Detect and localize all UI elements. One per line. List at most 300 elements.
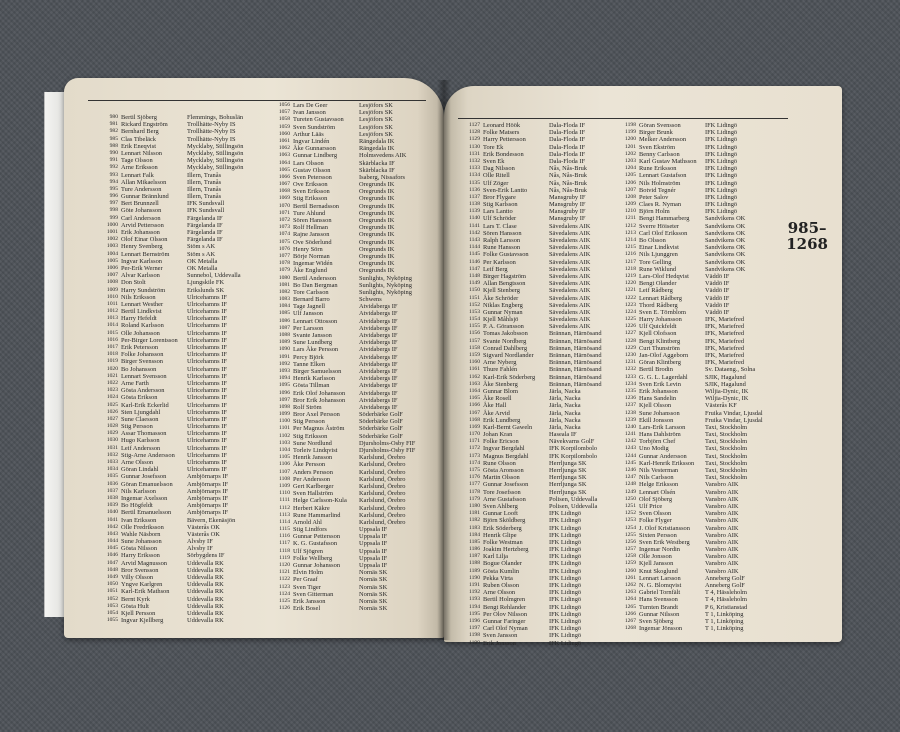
list-item — [622, 417, 763, 424]
list-item — [466, 532, 602, 539]
entry-number: 985 — [109, 135, 118, 142]
participant-name: Folke Flyger — [639, 517, 672, 525]
club-name: IFK, Mariefred — [705, 330, 745, 338]
entry-number: 1132 — [469, 157, 480, 164]
list-item — [104, 279, 243, 286]
participant-name: Karl Gustav Mathsson — [639, 157, 697, 165]
club-name: Atvidabergs IF — [359, 310, 398, 318]
entry-number: 1069 — [278, 195, 290, 202]
club-name: IFK Lidingö — [705, 165, 738, 173]
club-name: Uddevalla RK — [187, 595, 224, 603]
participant-name: Karl Lilja — [483, 553, 509, 561]
participant-name: Arne Eriksson — [121, 164, 158, 172]
participant-name: Bengt Rehlander — [483, 603, 527, 611]
list-item — [104, 207, 243, 214]
participant-name: Arne Olsson — [483, 589, 516, 597]
list-item — [104, 344, 243, 351]
club-name: Vansbro AIK — [705, 546, 739, 554]
entry-number: 1224 — [624, 308, 636, 315]
participant-name: Bertil Emanuelsson — [121, 509, 172, 517]
club-name: Färgelanda IF — [187, 229, 223, 236]
list-item — [276, 390, 415, 397]
list-item — [622, 165, 763, 172]
club-name: IFK Lidingö — [705, 157, 738, 165]
entry-number: 1110 — [279, 490, 290, 497]
club-name: Uddevalla RK — [187, 559, 224, 567]
list-item — [104, 265, 243, 272]
list-item — [622, 316, 763, 323]
club-name: Taxi, Stockholm — [705, 474, 748, 482]
entry-number: 1161 — [469, 366, 480, 373]
list-item — [276, 354, 415, 361]
participant-name: Bertil Brodin — [639, 366, 673, 374]
participant-name: G. G. L. Lagerdahl — [639, 373, 688, 381]
club-name: Oregrunds IK — [359, 195, 395, 203]
list-item — [276, 160, 415, 167]
participant-name: Rune Wiklund — [639, 265, 677, 273]
list-item — [466, 381, 602, 388]
club-name: Söderbärke GolF — [359, 418, 403, 426]
entry-number: 1174 — [469, 459, 480, 466]
participant-name: Lennart Nilsson — [121, 149, 162, 157]
participant-name: Folke Gustavsson — [483, 251, 529, 259]
entry-number: 1212 — [624, 222, 636, 229]
participant-name: Lars Olsson — [293, 159, 324, 167]
participant-name: Gert Karlberger — [293, 482, 334, 490]
entry-number: 1054 — [106, 609, 118, 616]
club-name: Uppsala IF — [359, 562, 388, 569]
participant-name: Olle Ritell — [483, 172, 510, 180]
participant-name: Erik Johansson — [639, 387, 678, 395]
participant-name: Rune Hammarlind — [293, 511, 341, 519]
participant-name: Gunnar Faringer — [483, 617, 526, 625]
club-name: IFK Lidingö — [705, 201, 738, 209]
participant-name: Erik Bondesson — [483, 150, 524, 158]
list-item — [466, 295, 602, 302]
club-name: Taxi, Stockholm — [705, 467, 748, 474]
list-item — [622, 251, 763, 258]
club-name: Anneberg GolF — [705, 574, 745, 582]
list-item — [104, 258, 243, 265]
club-name: Färgelanda IF — [187, 214, 223, 222]
club-name: IFK Lidingö — [705, 129, 738, 137]
participant-name: Uno Modig — [639, 445, 669, 453]
list-item — [466, 230, 602, 237]
participant-name: Ulf Zöger — [483, 179, 509, 187]
club-name: Ulricehamns IF — [187, 351, 227, 359]
entry-number: 1096 — [278, 389, 290, 396]
entry-number: 1117 — [279, 540, 290, 547]
participant-name: Rune Olsson — [483, 459, 516, 467]
entry-number: 1036 — [106, 480, 118, 487]
entry-number: 1175 — [469, 467, 480, 473]
entry-number: 1076 — [278, 245, 290, 252]
list-item — [276, 598, 415, 605]
list-item — [104, 186, 243, 193]
list-item — [104, 552, 243, 559]
entry-number: 1187 — [469, 553, 480, 560]
participant-name: Per Olov Nilsson — [483, 610, 528, 618]
participant-name: Folke Ericson — [483, 438, 519, 446]
entry-number: 1209 — [624, 201, 636, 208]
entry-number: 1087 — [278, 324, 290, 331]
entry-number: 1022 — [106, 379, 118, 386]
club-name: Ambjörnarps IF — [187, 480, 229, 488]
club-name: IFK Lidingö — [549, 632, 582, 640]
participant-name: Arne Nyberg — [483, 359, 517, 367]
list-item — [466, 589, 602, 596]
list-item — [104, 517, 243, 524]
club-name: Karlslund, Örebro — [359, 475, 406, 483]
participant-name: Leif Berg — [483, 265, 508, 273]
list-item — [276, 526, 415, 533]
entry-number: 1021 — [106, 372, 118, 379]
entry-number: 1108 — [279, 475, 290, 482]
entry-number: 980 — [109, 114, 118, 120]
entry-number: 1266 — [624, 610, 636, 617]
club-name: Uddevalla RK — [187, 602, 224, 610]
entry-number: 1172 — [469, 445, 480, 452]
list-item — [622, 625, 763, 632]
club-name: Ulricehamns IF — [187, 423, 227, 431]
list-item — [466, 575, 602, 582]
participant-name: Folke Westman — [483, 538, 523, 546]
list-item — [104, 114, 243, 121]
list-item — [466, 582, 602, 589]
club-name: Nås, Nås-Bruk — [549, 165, 587, 173]
list-item — [622, 525, 763, 532]
club-name: Atvidabergs IF — [359, 367, 398, 375]
entry-number: 1188 — [469, 560, 480, 567]
club-name: IFK, Mariefred — [705, 337, 745, 345]
club-name: Trollhätte-Nyby IS — [187, 128, 236, 136]
participant-name: Sven Petersson — [293, 173, 332, 181]
club-name: Ulricehamns IF — [187, 437, 227, 445]
entry-number: 1027 — [106, 415, 118, 422]
participant-name: Ulf Jansson — [293, 310, 323, 318]
participant-name: Bo Olsson — [639, 237, 666, 244]
participant-name: Harry Hefeldt — [121, 315, 157, 323]
participant-name: Sven Erik Levin — [639, 380, 681, 388]
entry-number: 1168 — [469, 416, 480, 423]
entry-number: 1059 — [278, 123, 290, 130]
entry-number: 1252 — [624, 510, 636, 517]
entry-number: 1045 — [106, 545, 118, 552]
club-name: IFK Korpilombolo — [549, 445, 598, 453]
club-name: Sandvikens OK — [705, 215, 746, 223]
entry-number: 996 — [109, 193, 118, 200]
club-name: Oregrunds IK — [359, 238, 395, 246]
entry-number: 1237 — [624, 402, 636, 409]
list-item — [276, 584, 415, 591]
list-item — [104, 143, 243, 150]
club-name: Wiljia-Dynic, IK — [705, 387, 749, 395]
list-item — [276, 404, 415, 411]
club-name: IFK Sundsvall — [187, 200, 225, 208]
club-name: Ambjörnarps IF — [187, 487, 229, 495]
participant-name: Sven Olsson — [639, 510, 672, 518]
entry-number: 1126 — [279, 605, 290, 612]
participant-name: Arne Olsson — [121, 459, 154, 466]
participant-name: Nils Eriksson — [121, 293, 156, 301]
club-name: Taxi, Stockholm — [705, 431, 748, 439]
list-item — [466, 129, 602, 136]
club-name: Erikslunds SK — [187, 286, 225, 294]
list-item — [104, 459, 243, 466]
club-name: Oregrunds IK — [359, 202, 395, 210]
entry-number: 1106 — [279, 461, 290, 468]
list-item — [276, 382, 415, 389]
club-name: Sävedalens AIK — [549, 244, 591, 252]
list-item — [104, 179, 243, 186]
entry-number: 1092 — [278, 360, 290, 367]
club-name: Ulricehamns IF — [187, 451, 227, 459]
entry-number: 1120 — [279, 562, 290, 568]
entry-number: 1144 — [469, 244, 480, 251]
list-item — [466, 424, 602, 431]
club-name: P 6, Kristianstad — [705, 603, 748, 611]
entry-number: 1038 — [106, 494, 118, 501]
club-name: IFK Lidingö — [705, 122, 738, 129]
entry-number: 1016 — [106, 336, 118, 343]
list-item — [104, 574, 243, 581]
entry-number: 1167 — [469, 409, 480, 416]
entry-number: 1005 — [106, 257, 118, 264]
club-name: Sävedalens AIK — [549, 287, 591, 295]
entry-number: 1142 — [469, 229, 480, 236]
participant-name: Bo Johansson — [121, 365, 157, 373]
list-item — [622, 431, 763, 438]
list-item — [622, 266, 763, 273]
club-name: Sandvikens OK — [705, 222, 746, 230]
club-name: Järla, Nacka — [549, 423, 581, 431]
list-item — [622, 287, 763, 294]
entry-number: 1017 — [106, 344, 118, 350]
club-name: Västerås KF — [705, 402, 737, 410]
club-name: IFK, Mariefred — [705, 344, 745, 352]
entry-number: 1111 — [279, 497, 290, 504]
participant-name: Tore Carlsson — [293, 288, 329, 296]
participant-name: Arnold Ahl — [293, 518, 322, 526]
entry-number: 1010 — [106, 293, 118, 300]
participant-name: Bogue Olander — [483, 560, 522, 568]
entry-number: 1205 — [624, 172, 636, 179]
club-name: Karlslund, Örebro — [359, 490, 406, 498]
participant-name: Tore Ek — [483, 143, 504, 151]
participant-name: Åke Stenberg — [483, 380, 518, 388]
participant-name: Olle Jonsson — [639, 553, 672, 561]
participant-name: Kjell Stenberg — [483, 287, 520, 295]
club-name: Sörbygdens IF — [187, 552, 225, 560]
entry-number: 1105 — [279, 454, 290, 461]
participant-name: Thure Fahlén — [483, 366, 518, 374]
club-name: Herrljunga SK — [549, 488, 587, 496]
participant-name: Sune Lundberg — [293, 339, 333, 347]
entry-number: 1112 — [279, 504, 290, 511]
participant-name: Herbert Käkre — [293, 504, 330, 512]
entry-number: 1040 — [106, 509, 118, 516]
participant-name: Tanne Elken — [293, 360, 326, 368]
entry-number: 1192 — [469, 589, 480, 596]
list-item — [466, 352, 602, 359]
entry-number: 981 — [109, 121, 118, 128]
club-name: Dala-Floda IF — [549, 136, 586, 144]
list-item — [104, 452, 243, 459]
club-name: Sandvikens OK — [705, 229, 746, 237]
entry-number: 1079 — [278, 267, 290, 274]
entry-number: 1217 — [624, 258, 636, 265]
club-name: Fruika Vindar, Ljusdal — [705, 416, 763, 424]
club-name: Uppsala IF — [359, 526, 388, 534]
list-item — [622, 237, 763, 244]
list-item — [276, 576, 415, 583]
list-item — [466, 330, 602, 337]
participant-name: Åke Rosell — [483, 395, 512, 403]
list-item — [104, 466, 243, 473]
participant-name: Hans Svensson — [639, 596, 678, 604]
club-name: Oregrunds IK — [359, 231, 395, 239]
club-name: Brännan, Härnösand — [549, 330, 602, 338]
list-item — [622, 180, 763, 187]
list-item — [104, 416, 243, 423]
entry-number: 1080 — [278, 274, 290, 281]
participant-name: Karl-Erik Mathson — [121, 588, 170, 596]
participant-name: Olle Johansson — [121, 329, 160, 337]
list-item — [466, 266, 602, 273]
participant-name: Henry Sörn — [293, 245, 323, 253]
entry-number: 1259 — [624, 560, 636, 567]
list-item — [276, 497, 415, 504]
list-item — [104, 366, 243, 373]
entry-number: 1136 — [469, 186, 480, 193]
entry-number: 1176 — [469, 474, 480, 481]
entry-number: 1181 — [469, 510, 480, 517]
club-name: Djursholms-Osby FIF — [359, 447, 416, 454]
participant-name: Sören Hansson — [483, 229, 522, 237]
club-name: IFK Lidingö — [549, 531, 582, 539]
entry-number: 1160 — [469, 359, 480, 366]
list-item — [104, 560, 243, 567]
list-item — [276, 469, 415, 476]
list-item — [466, 632, 602, 639]
participant-name: Erik Lundberg — [483, 416, 521, 424]
participant-name: Clas Tibeläck — [121, 135, 156, 143]
participant-name: Göran Emanuelsson — [121, 480, 173, 488]
entry-number: 1072 — [278, 217, 290, 223]
participant-name: Bror Flygare — [483, 193, 516, 201]
entry-number: 1051 — [106, 588, 118, 595]
entry-number: 1194 — [469, 603, 480, 610]
club-name: Oregrunds IK — [359, 245, 395, 253]
entry-number: 1238 — [624, 409, 636, 416]
participant-name: Göran Klintberg — [639, 359, 681, 367]
club-name: Nås, Nås-Bruk — [549, 172, 587, 180]
list-item — [466, 359, 602, 366]
list-item — [466, 187, 602, 194]
club-name: Västerås OK — [187, 530, 220, 538]
club-name: Nås, Nås-Bruk — [549, 186, 587, 194]
list-item — [622, 618, 763, 625]
club-name: Sävedalens AIK — [549, 280, 591, 288]
list-item — [276, 397, 415, 404]
participant-name: Per Karlsson — [483, 258, 516, 266]
entry-number: 1228 — [624, 337, 636, 344]
entry-number: 1023 — [106, 387, 118, 394]
entry-number: 1093 — [278, 367, 290, 374]
entry-number: 1204 — [624, 165, 636, 172]
participant-name: Lennart Bernström — [121, 250, 170, 258]
club-name: IFK, Mariefred — [705, 323, 745, 331]
participant-name: Lars De Geer — [293, 102, 328, 109]
list-item — [104, 164, 243, 171]
entry-number: 1077 — [278, 252, 290, 259]
list-item — [466, 223, 602, 230]
list-item — [466, 338, 602, 345]
entry-number: 1041 — [106, 516, 118, 523]
list-item — [104, 488, 243, 495]
club-name: Lesjöfors SK — [359, 130, 393, 138]
list-item — [276, 152, 415, 159]
participant-name: Ove Eriksson — [293, 181, 328, 189]
participant-name: Magnus Bergdahl — [483, 452, 529, 460]
participant-name: Sven Tiger — [293, 583, 321, 591]
list-item — [466, 180, 602, 187]
entry-number: 1198 — [469, 632, 480, 639]
participant-name: Sigvard Nordlander — [483, 352, 534, 359]
club-name: T 4, Hässleholm — [705, 589, 747, 597]
club-name: Karlslund, Örebro — [359, 504, 406, 512]
entry-number: 1063 — [278, 152, 290, 159]
participant-name: Gunnar Pettersson — [293, 533, 341, 541]
list-item — [276, 167, 415, 174]
entry-number: 1251 — [624, 502, 636, 509]
participant-name: Tore Josefsson — [483, 488, 521, 496]
entry-number: 1193 — [469, 596, 480, 603]
list-item — [276, 411, 415, 418]
club-name: Söderbärke GolF — [359, 432, 403, 440]
entry-number: 1218 — [624, 265, 636, 272]
participant-name: P. A. Göransson — [483, 323, 524, 331]
entry-number: 1084 — [278, 303, 290, 310]
entry-number: 1067 — [278, 181, 290, 188]
participant-name: Nils Karlsson — [121, 487, 156, 495]
participant-name: Svante Jansson — [293, 332, 332, 339]
list-item — [466, 165, 602, 172]
participant-name: Sune Johansson — [121, 538, 162, 546]
club-name: Oregrunds IK — [359, 188, 395, 196]
entry-number: 1159 — [469, 352, 480, 358]
list-item — [466, 525, 602, 532]
list-item — [276, 447, 415, 454]
club-name: OK Metalla — [187, 257, 218, 265]
participant-name: Åke Arvid — [483, 409, 510, 417]
participant-name: Åke Schröder — [483, 294, 519, 302]
club-name: Oregrunds IK — [359, 209, 395, 217]
participant-name: Carl Olof Nyman — [483, 625, 528, 633]
participant-name: Gösta Erikson — [121, 394, 158, 402]
entry-number: 1062 — [278, 145, 290, 152]
entry-number: 1109 — [279, 482, 290, 489]
participant-name: Bror Axel Persson — [293, 411, 340, 419]
list-item — [466, 496, 602, 503]
participant-name: Sven Ek — [483, 157, 505, 165]
list-item — [466, 366, 602, 373]
list-item — [466, 553, 602, 560]
club-name: Ulricehamns IF — [187, 387, 227, 395]
entry-number: 1255 — [624, 531, 636, 538]
entry-number: 1157 — [469, 337, 480, 344]
entry-number: 1099 — [278, 411, 290, 418]
